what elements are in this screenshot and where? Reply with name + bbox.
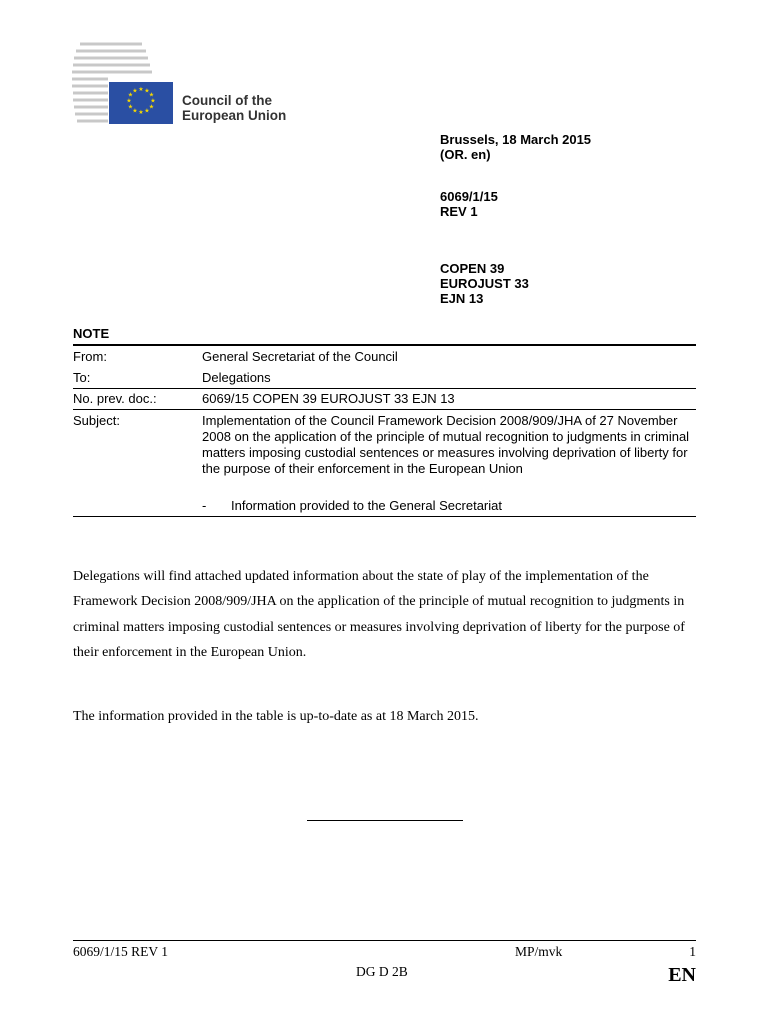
svg-text:★: ★ xyxy=(148,103,155,111)
svg-text:★: ★ xyxy=(150,97,156,105)
organisation-name xyxy=(182,93,286,123)
svg-text:★: ★ xyxy=(144,87,150,95)
subject-bullet-text: Information provided to the General Secretariat xyxy=(231,498,502,513)
eu-flag-icon xyxy=(109,82,173,124)
organisation-name-line2: European Union xyxy=(182,108,287,123)
svg-text:★: ★ xyxy=(148,91,155,99)
code-eurojust: EUROJUST 33 xyxy=(440,276,529,291)
note-label-to: To: xyxy=(73,370,91,385)
note-top-rule xyxy=(73,344,696,346)
note-label-subject: Subject: xyxy=(73,413,120,428)
note-rule-1 xyxy=(73,388,696,389)
svg-text:★: ★ xyxy=(132,87,138,95)
note-value-from: General Secretariat of the Council xyxy=(202,349,398,364)
subject-bullet-dash: - xyxy=(202,498,207,513)
code-copen: COPEN 39 xyxy=(440,261,505,276)
revision: REV 1 xyxy=(440,204,478,219)
code-ejn: EJN 13 xyxy=(440,291,484,306)
svg-text:★: ★ xyxy=(138,109,144,116)
footer-rule xyxy=(73,940,696,941)
footer-language: EN xyxy=(668,964,696,986)
note-value-to: Delegations xyxy=(202,370,271,385)
body-paragraph-2: The information provided in the table is up-to-date as at 18 March 2015. xyxy=(73,709,479,724)
note-value-subject: Implementation of the Council Framework Decision 2008/909/JHA of 27 November 2008 on the application of the principle of mutual recognition to judgments in criminal matters imposing custodial sentences or measures involving deprivation of liberty for the purpose of their enforcement in the European Union xyxy=(202,413,690,476)
note-label-prev-doc: No. prev. doc.: xyxy=(73,391,157,406)
original-language: (OR. en) xyxy=(440,147,491,162)
footer-doc-ref: 6069/1/15 REV 1 xyxy=(73,944,169,959)
date-block xyxy=(440,132,591,162)
end-separator xyxy=(307,820,463,821)
body-paragraph-1: Delegations will find attached updated information about the state of play of the implementation of the Framework Decision 2008/909/JHA on the application of the principle of mutual recognition to judgments in criminal matters imposing custodial sentences or measures involving deprivation of liberty for the purpose of their enforcement in the European Union. xyxy=(73,569,685,660)
codes-block xyxy=(440,261,529,306)
subject-bullet xyxy=(202,498,502,513)
svg-text:★: ★ xyxy=(127,103,134,111)
svg-text:★: ★ xyxy=(138,86,144,93)
svg-text:★: ★ xyxy=(132,107,138,115)
note-label-from: From: xyxy=(73,349,107,364)
note-value-prev-doc: 6069/15 COPEN 39 EUROJUST 33 EJN 13 xyxy=(202,391,455,406)
document-number: 6069/1/15 xyxy=(440,189,498,204)
place-date: Brussels, 18 March 2015 xyxy=(440,132,592,147)
document-number-block xyxy=(440,189,498,219)
council-logo xyxy=(72,40,312,130)
svg-text:★: ★ xyxy=(144,107,150,115)
svg-text:★: ★ xyxy=(127,91,134,99)
note-bottom-rule xyxy=(73,516,696,517)
footer-initials: MP/mvk xyxy=(515,944,563,959)
note-title: NOTE xyxy=(73,326,110,341)
svg-text:★: ★ xyxy=(126,97,132,105)
note-rule-2 xyxy=(73,409,696,410)
footer-page-number: 1 xyxy=(689,944,696,959)
organisation-name-line1: Council of the xyxy=(182,93,272,108)
footer-directorate: DG D 2B xyxy=(356,964,408,979)
